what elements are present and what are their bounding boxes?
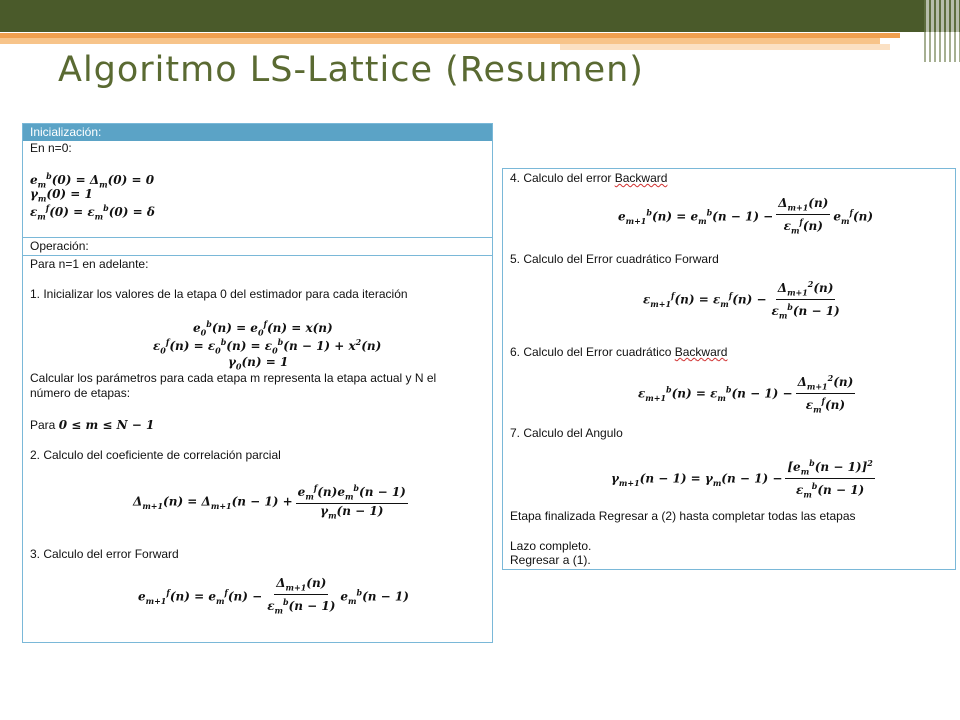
calc-params-1: Calcular los parámetros para cada etapa m representa la etapa actual y N el: [30, 371, 437, 385]
step4-eq: $e_{m+1}^b(n) = e_m^b(n - 1)$ − $\frac{\Delta_{m+1}(n)}{\varepsilon_m^f(n)}$ $e_m^f(n)$: [618, 196, 874, 236]
step4-word: Backward: [614, 171, 668, 185]
step-3: 3. Calculo del error Forward: [30, 547, 179, 561]
step6-word: Backward: [674, 345, 728, 359]
step-5: 5. Calculo del Error cuadrático Forward: [510, 252, 719, 266]
top-bar: [0, 0, 960, 32]
range: [30, 418, 154, 432]
step6-text: 6. Calculo del Error cuadrático: [510, 345, 675, 359]
loop-1: Lazo completo.: [510, 539, 592, 553]
init-eq-3: $\varepsilon_m^f(0) = \varepsilon_m^b(0) = \delta$: [30, 203, 155, 222]
step1-eq-3: $\gamma_0(n) = 1$: [228, 355, 289, 372]
range-expr: 0 ≤ m ≤ N − 1: [58, 418, 155, 432]
init-eq-2: $\gamma_m(0) = 1$: [30, 187, 93, 204]
step4-text: 4. Calculo del error: [510, 171, 615, 185]
step-6: [510, 345, 727, 359]
left-panel: [22, 123, 493, 643]
right-panel: [502, 168, 956, 570]
step7-eq: $\gamma_{m+1}(n - 1) = \gamma_m(n - 1)$ − $\frac{[e_m^b(n - 1)]^2}{\varepsilon_m^b(n - 1)}$: [611, 458, 873, 500]
calc-params-2: número de etapas:: [30, 386, 131, 400]
op-intro: Para n=1 en adelante:: [30, 257, 149, 271]
step-7: 7. Calculo del Angulo: [510, 426, 623, 440]
loop-2: Regresar a (1).: [510, 553, 591, 567]
init-n: En n=0:: [30, 141, 72, 155]
step-2: 2. Calculo del coeficiente de correlación parcial: [30, 448, 281, 462]
step-1: 1. Inicializar los valores de la etapa 0 del estimador para cada iteración: [30, 287, 408, 301]
step1-eq-2: $\varepsilon_0^f(n) = \varepsilon_0^b(n) = \varepsilon_0^b(n - 1) + x^2(n)$: [153, 337, 382, 356]
op-header: Operación:: [30, 239, 89, 253]
step5-eq: $\varepsilon_{m+1}^f(n) = \varepsilon_m^f(n)$ − $\frac{\Delta_{m+1}^2(n)}{\varepsilon_m^b(n - 1)}$: [643, 279, 840, 321]
step3-eq: $e_{m+1}^f(n) = e_m^f(n)$ − $\frac{\Delta_{m+1}(n)}{\varepsilon_m^b(n - 1)}$ $e_m^b(n - 1)$: [138, 576, 409, 616]
step-4: [510, 171, 667, 185]
init-header: Inicialización:: [23, 124, 492, 141]
step1-eq-1: $e_0^b(n) = e_0^f(n) = x(n)$: [193, 319, 333, 338]
step6-eq: $\varepsilon_{m+1}^b(n) = \varepsilon_m^b(n - 1)$ − $\frac{\Delta_{m+1}^2(n)}{\varepsilon_m^f(n)}$: [638, 373, 854, 415]
decorative-lines: [924, 0, 960, 62]
step2-eq: $\Delta_{m+1}(n) = \Delta_{m+1}(n - 1)$ + $\frac{e_m^f(n)e_m^b(n - 1)}{\gamma_m(n - 1)}$: [133, 483, 406, 521]
slide-title: Algoritmo LS-Lattice (Resumen): [58, 50, 644, 90]
init-eq-1: $e_m^b(0) = \Delta_m(0) = 0$: [30, 171, 155, 190]
range-prefix: Para: [30, 418, 56, 432]
final-note: Etapa finalizada Regresar a (2) hasta completar todas las etapas: [510, 509, 856, 523]
